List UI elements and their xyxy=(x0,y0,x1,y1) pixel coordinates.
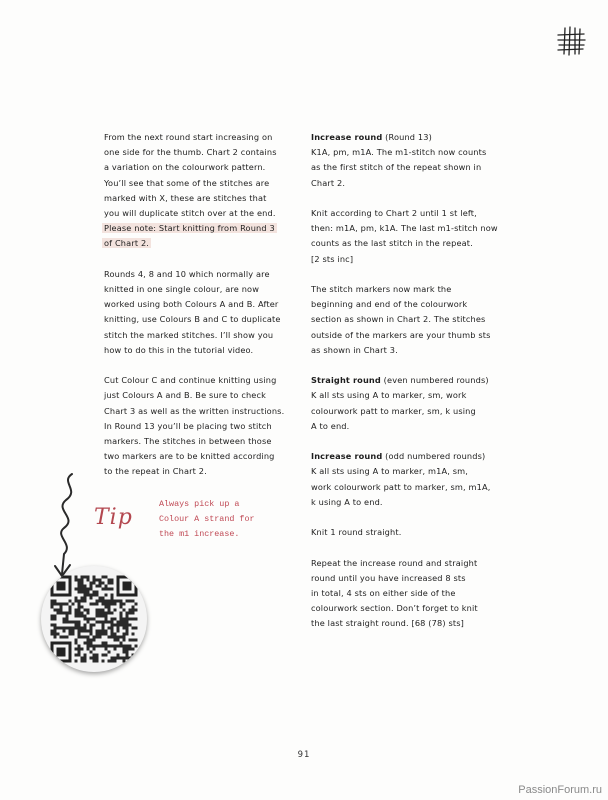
text-line: a variation on the colourwork pattern. xyxy=(104,162,266,173)
qr-code-icon xyxy=(41,566,147,672)
text-line: Rounds 4, 8 and 10 which normally are xyxy=(104,268,270,279)
knit-straight-paragraph xyxy=(311,525,505,540)
note-line: of Chart 2. xyxy=(104,238,150,249)
watermark: PassionForum.ru xyxy=(518,784,602,796)
text-line: then: m1A, pm, k1A. The last m1-stitch now xyxy=(311,223,498,234)
text-line: colourwork patt to marker, sm, k using xyxy=(311,405,476,416)
text-line: knitted in one single colour, are now xyxy=(104,284,260,295)
text-line: round until you have increased 8 sts xyxy=(311,572,466,583)
text-line: You’ll see that some of the stitches are xyxy=(104,177,270,188)
text-line: Knit 1 round straight. xyxy=(311,527,402,538)
text-line: K all sts using A to marker, m1A, sm, xyxy=(311,466,469,477)
text-line: you will duplicate stitch over at the end. xyxy=(104,208,276,219)
tip-label: Tip xyxy=(94,505,133,530)
text-line: to the repeat in Chart 2. xyxy=(104,466,207,477)
squiggle-arrow-icon xyxy=(50,470,90,580)
text-line: [2 sts inc] xyxy=(311,253,354,264)
increase-round-odd-section xyxy=(311,449,505,510)
right-column xyxy=(311,130,505,647)
text-line: how to do this in the tutorial video. xyxy=(104,344,254,355)
text-line: k using A to end. xyxy=(311,496,383,507)
colour-c-paragraph xyxy=(104,373,298,479)
text-line: Knit according to Chart 2 until 1 st left, xyxy=(311,208,477,218)
text-line: two markers are to be knitted according xyxy=(104,451,275,462)
section-heading: Increase round (odd numbered rounds) xyxy=(311,451,486,462)
text-line: section as shown in Chart 2. The stitches xyxy=(311,314,486,325)
text-line: The stitch markers now mark the xyxy=(311,284,452,294)
text-line: Cut Colour C and continue knitting using xyxy=(104,375,277,386)
intro-paragraph xyxy=(104,130,298,252)
text-line: From the next round start increasing on xyxy=(104,132,273,142)
text-line: beginning and end of the colourwork xyxy=(311,299,468,310)
text-line: marked with X, these are stitches that xyxy=(104,192,267,203)
tip-text xyxy=(159,497,279,541)
text-line: worked using both Colours A and B. After xyxy=(104,299,279,310)
text-line: In Round 13 you’ll be placing two stitch xyxy=(104,420,272,431)
hash-grid-icon xyxy=(556,26,586,56)
text-line: Chart 3 as well as the written instructions. xyxy=(104,405,285,416)
text-line: stitch the marked stitches. I’ll show you xyxy=(104,329,274,340)
text-line: counts as the last stitch in the repeat. xyxy=(311,238,473,249)
text-line: outside of the markers are your thumb sts xyxy=(311,329,491,340)
text-line: Chart 2. xyxy=(311,177,346,188)
text-line: as the first stitch of the repeat shown in xyxy=(311,162,482,173)
straight-round-section xyxy=(311,373,505,434)
text-line: markers. The stitches in between those xyxy=(104,436,272,447)
text-line: work colourwork patt to marker, sm, m1A, xyxy=(311,481,491,492)
text-line: the last straight round. [68 (78) sts] xyxy=(311,618,464,629)
page-number: 91 xyxy=(297,750,311,760)
repeat-paragraph xyxy=(311,556,505,632)
text-line: Repeat the increase round and straight xyxy=(311,557,478,568)
rounds-paragraph xyxy=(104,267,298,358)
highlighted-note xyxy=(104,221,298,251)
note-line: Please note: Start knitting from Round 3 xyxy=(104,223,275,234)
text-line: just Colours A and B. Be sure to check xyxy=(104,390,267,401)
increase-round-13-section xyxy=(311,130,505,191)
left-column xyxy=(104,130,298,495)
tip-line: the m1 increase. xyxy=(159,528,240,539)
markers-paragraph xyxy=(311,282,505,358)
qr-code[interactable] xyxy=(41,566,147,672)
section-heading: Straight round (even numbered rounds) xyxy=(311,375,489,386)
text-line: A to end. xyxy=(311,420,350,431)
section-heading: Increase round (Round 13) xyxy=(311,132,432,142)
text-line: K1A, pm, m1A. The m1-stitch now counts xyxy=(311,147,487,158)
tip-line: Always pick up a xyxy=(159,499,240,509)
chart-2-paragraph xyxy=(311,206,505,267)
text-line: one side for the thumb. Chart 2 contains xyxy=(104,147,277,158)
text-line: knitting, use Colours B and C to duplicate xyxy=(104,314,281,325)
text-line: as shown in Chart 3. xyxy=(311,344,398,355)
text-line: K all sts using A to marker, sm, work xyxy=(311,390,467,401)
text-line: colourwork section. Don’t forget to knit xyxy=(311,603,478,614)
tip-line: Colour A strand for xyxy=(159,513,255,524)
text-line: in total, 4 sts on either side of the xyxy=(311,588,456,598)
